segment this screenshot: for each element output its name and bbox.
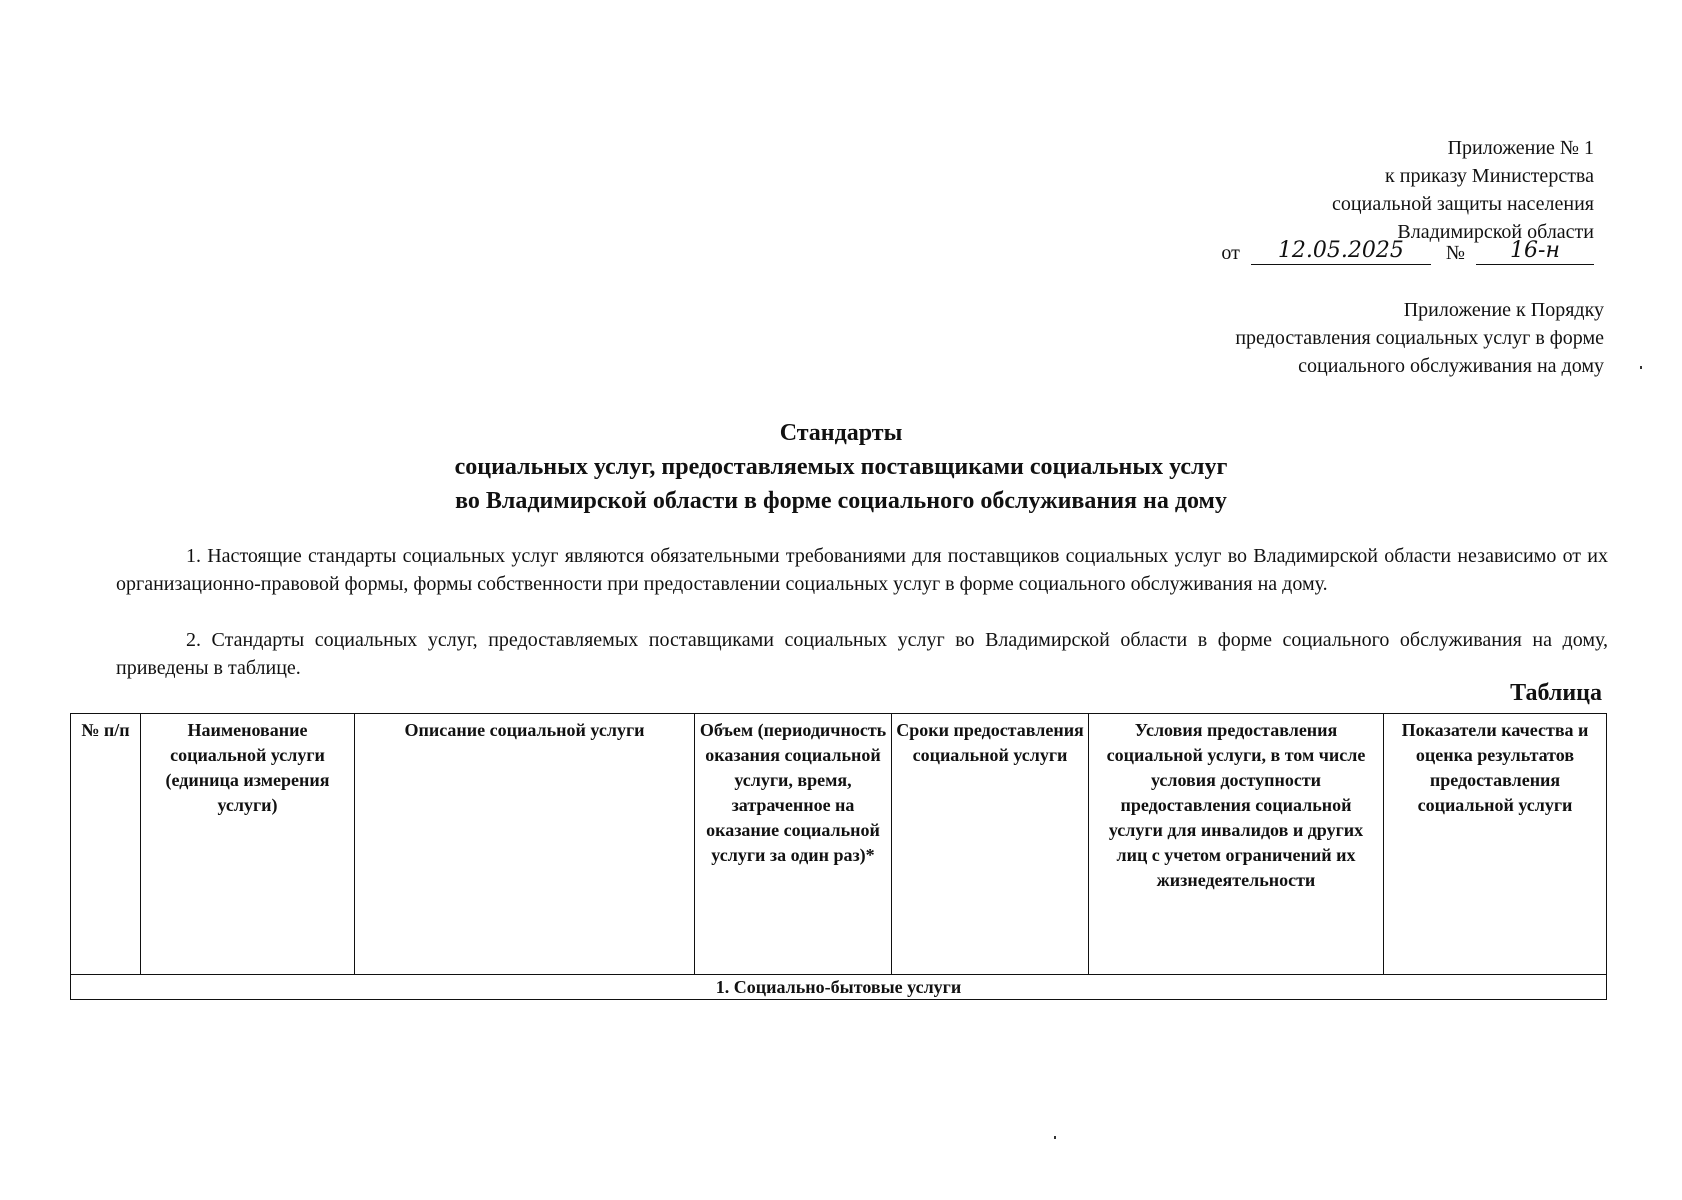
handwritten-number: 16-н [1476,238,1594,265]
standards-table [70,713,1607,1000]
date-prefix: от [1221,242,1240,264]
header-cell-quality: Показатели качества и оценка результатов предоставления социальной услуги [1384,714,1607,975]
attachment-line: к приказу Министерства [1385,165,1594,187]
attachment-line: социальной защиты населения [1332,193,1594,215]
procedure-line: социального обслуживания на дому [1298,355,1604,377]
document-title: Стандарты [779,420,903,446]
paragraph-2 [116,626,1608,682]
document-subtitle-line-1: социальных услуг, предоставляемых поставщиками социальных услуг [454,454,1228,480]
header-cell-conditions: Условия предоставления социальной услуги, в том числе условия доступности предоставления социальной услуги для инвалидов и других лиц с учетом ограничений их жизнедеятельности [1089,714,1384,975]
order-date-line [1221,238,1594,268]
attachment-line: Владимирской области [1397,221,1594,243]
header-cell-number: № п/п [71,714,141,975]
paragraph-1-text: 1. Настоящие стандарты социальных услуг являются обязательными требованиями для поставщиков социальных услуг во Владимирской области независимо от их организационно-правовой формы, формы собственности при предоставлении социальных услуг в форме социального обслуживания на дому. [116,545,1608,595]
header-cell-terms: Сроки предоставления социальной услуги [892,714,1089,975]
procedure-line: предоставления социальных услуг в форме [1235,327,1604,349]
table-caption: Таблица [1510,680,1602,706]
table-header-row [71,714,1607,975]
scan-speck [1054,1136,1056,1139]
header-cell-volume: Объем (периодичность оказания социальной услуги, время, затраченное на оказание социальной услуги за один раз)* [695,714,892,975]
attachment-line: Приложение № 1 [1447,137,1594,159]
procedure-header [1235,296,1604,380]
paragraph-2-text: 2. Стандарты социальных услуг, предоставляемых поставщиками социальных услуг во Владимирской области в форме социального обслуживания на дому, приведены в таблице. [116,629,1608,679]
number-prefix: № [1445,242,1465,264]
attachment-header [1332,134,1594,246]
document-subtitle-line-2: во Владимирской области в форме социального обслуживания на дому [455,488,1227,514]
table-section-row [71,975,1607,1000]
paragraph-1 [116,542,1608,598]
procedure-line: Приложение к Порядку [1403,299,1604,321]
handwritten-date: 12.05.2025 [1251,238,1431,265]
header-cell-description: Описание социальной услуги [355,714,695,975]
header-cell-service-name: Наименование социальной услуги (единица измерения услуги) [141,714,355,975]
section-heading-social-household: 1. Социально-бытовые услуги [71,975,1607,1000]
scan-speck [1640,366,1642,369]
